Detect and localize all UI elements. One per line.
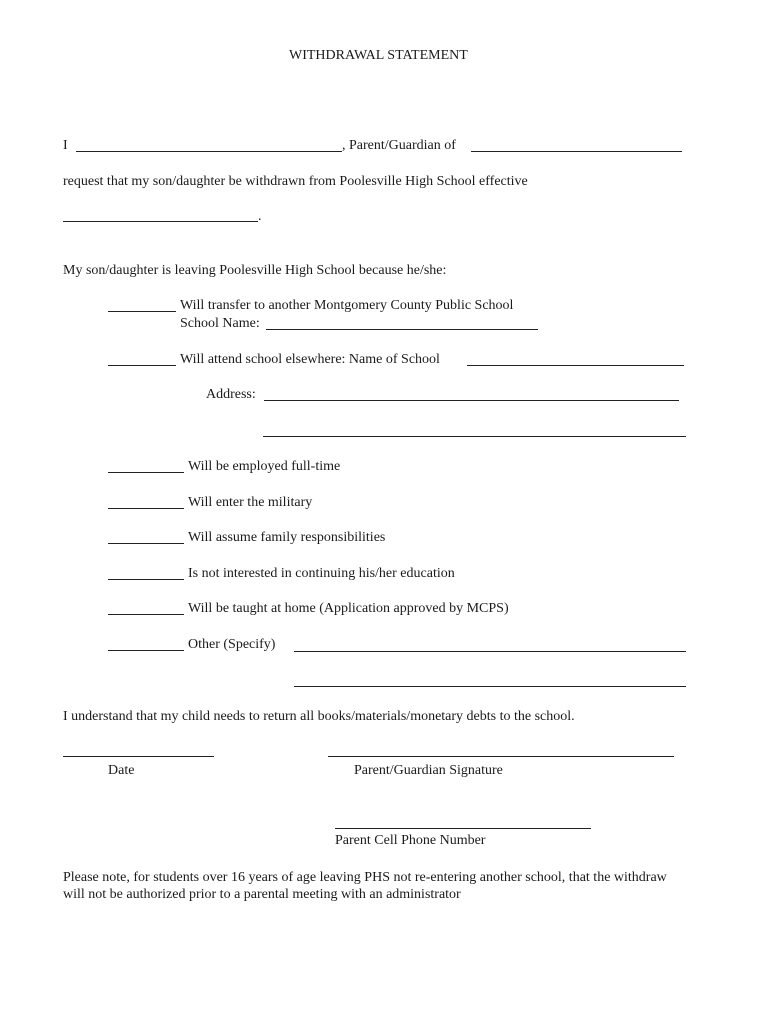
address-label: Address:	[206, 387, 256, 402]
military-check-field[interactable]	[108, 508, 184, 509]
employed-check-field[interactable]	[108, 472, 184, 473]
effective-date-period: .	[258, 209, 262, 224]
other-check-field[interactable]	[108, 650, 184, 651]
other-specify-line2-field[interactable]	[294, 686, 686, 687]
transfer-check-field[interactable]	[108, 311, 176, 312]
elsewhere-label: Will attend school elsewhere: Name of School	[180, 352, 440, 367]
other-school-name-field[interactable]	[467, 365, 684, 366]
date-label: Date	[108, 763, 135, 778]
reason-intro-text: My son/daughter is leaving Poolesville High School because he/she:	[63, 263, 447, 278]
student-name-field[interactable]	[471, 151, 682, 152]
phone-label: Parent Cell Phone Number	[335, 833, 486, 848]
home-label: Will be taught at home (Application approved by MCPS)	[188, 601, 509, 616]
phone-field[interactable]	[335, 828, 591, 829]
effective-date-field[interactable]	[63, 221, 258, 222]
not-interested-label: Is not interested in continuing his/her education	[188, 566, 455, 581]
note-line-2: will not be authorized prior to a parental meeting with an administrator	[63, 887, 461, 902]
not-interested-check-field[interactable]	[108, 579, 184, 580]
note-line-1: Please note, for students over 16 years of age leaving PHS not re-entering another school, that the withdraw	[63, 870, 667, 885]
parent-guardian-of-label: , Parent/Guardian of	[342, 138, 456, 153]
address-line2-field[interactable]	[263, 436, 686, 437]
other-label: Other (Specify)	[188, 637, 276, 652]
address-line1-field[interactable]	[264, 400, 679, 401]
elsewhere-check-field[interactable]	[108, 365, 176, 366]
understand-text: I understand that my child needs to return all books/materials/monetary debts to the school.	[63, 709, 575, 724]
date-field[interactable]	[63, 756, 214, 757]
signature-label: Parent/Guardian Signature	[354, 763, 503, 778]
intro-pronoun: I	[63, 138, 68, 153]
parent-name-field[interactable]	[76, 151, 342, 152]
signature-field[interactable]	[328, 756, 674, 757]
family-check-field[interactable]	[108, 543, 184, 544]
other-specify-line1-field[interactable]	[294, 651, 686, 652]
form-title: WITHDRAWAL STATEMENT	[289, 48, 468, 63]
military-label: Will enter the military	[188, 495, 313, 510]
school-name-field[interactable]	[266, 329, 538, 330]
employed-label: Will be employed full-time	[188, 459, 341, 474]
family-label: Will assume family responsibilities	[188, 530, 386, 545]
request-text: request that my son/daughter be withdrawn from Poolesville High School effective	[63, 174, 528, 189]
transfer-label: Will transfer to another Montgomery County Public School	[180, 298, 514, 313]
school-name-label: School Name:	[180, 316, 260, 331]
home-check-field[interactable]	[108, 614, 184, 615]
